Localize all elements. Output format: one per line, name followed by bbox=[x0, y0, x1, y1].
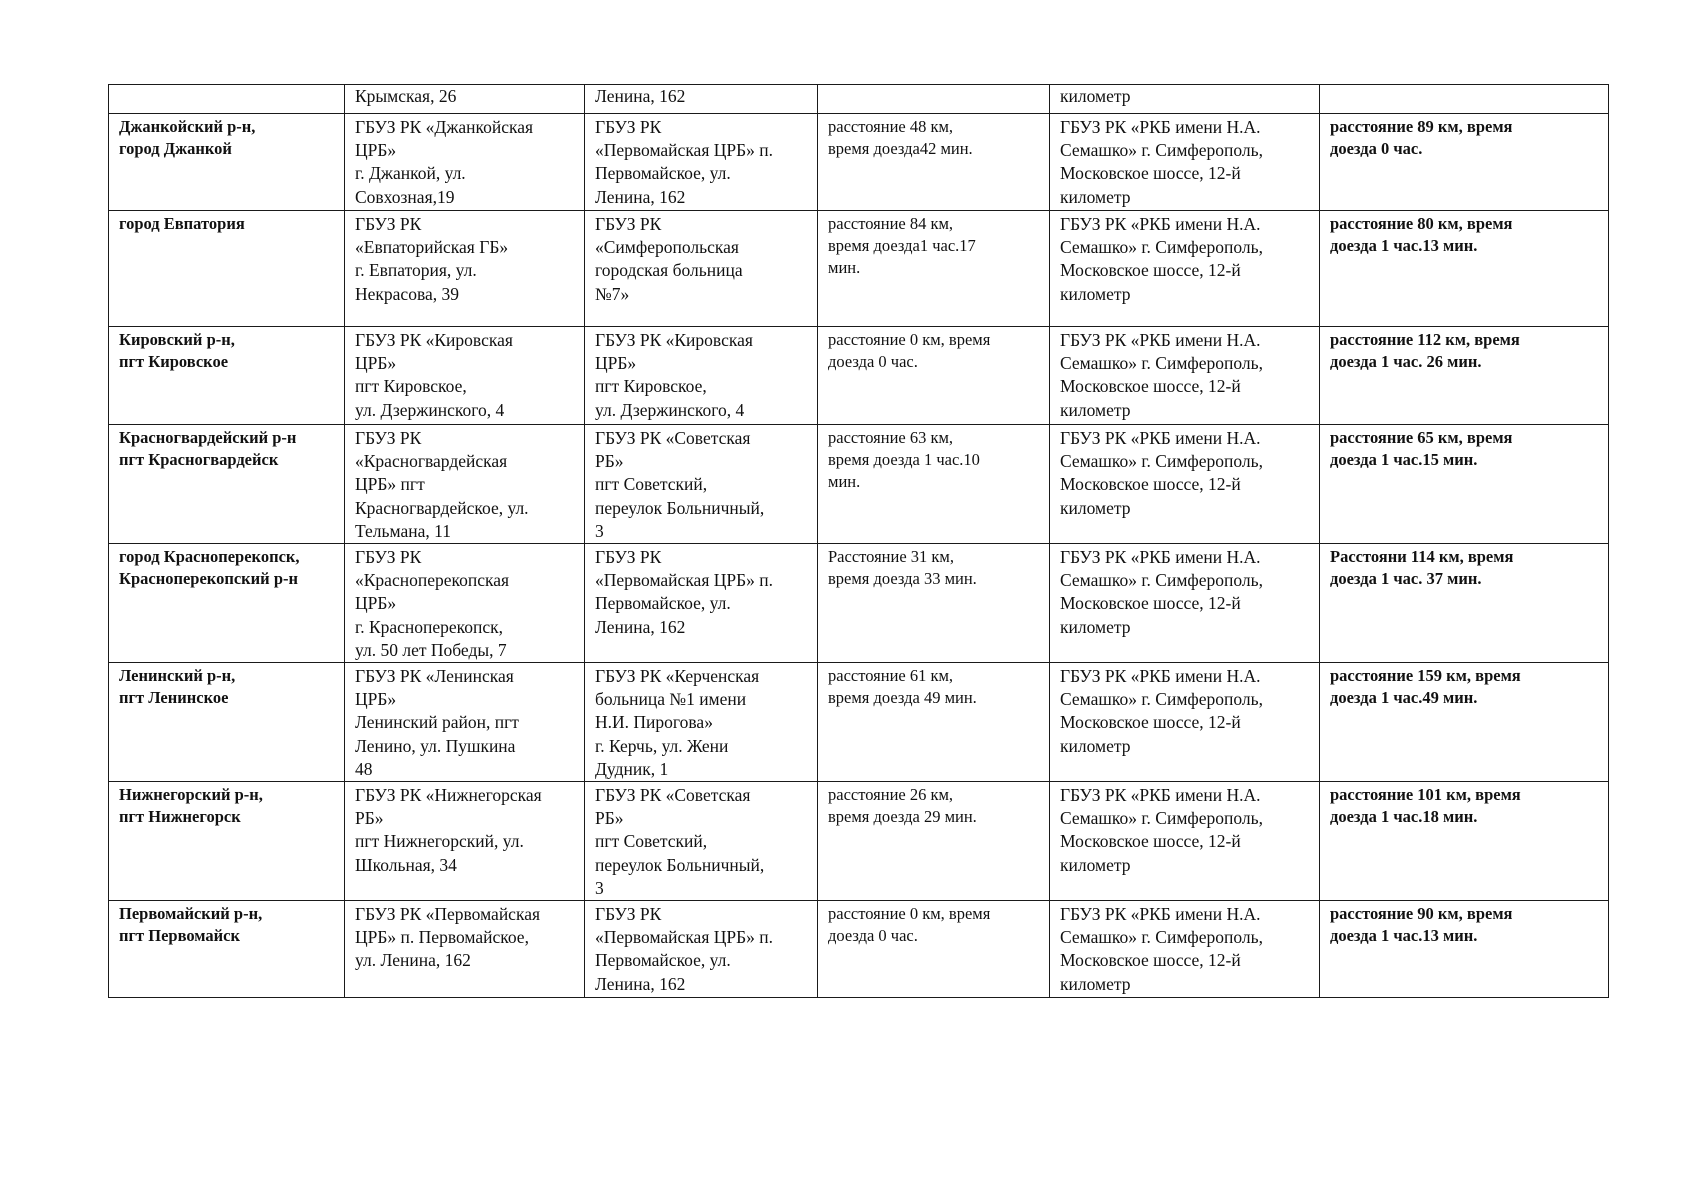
table-row bbox=[109, 211, 1609, 327]
republic-hospital-cell: ГБУЗ РК «РКБ имени Н.А. Семашко» г. Симферополь, Московское шоссе, 12-й километр bbox=[1050, 211, 1320, 327]
inter-hospital-cell: ГБУЗ РК «Советская РБ» пгт Советский, переулок Больничный, 3 bbox=[585, 425, 818, 544]
crb-cell: ГБУЗ РК «Ленинская ЦРБ» Ленинский район, пгт Ленино, ул. Пушкина 48 bbox=[345, 663, 585, 782]
table-row bbox=[109, 327, 1609, 425]
crb-cell: ГБУЗ РК «Кировская ЦРБ» пгт Кировское, ул. Дзержинского, 4 bbox=[345, 327, 585, 425]
distance-republic-cell: Расстояни 114 км, время доезда 1 час. 37 мин. bbox=[1320, 544, 1609, 663]
table-row bbox=[109, 663, 1609, 782]
distance-republic-cell: расстояние 89 км, время доезда 0 час. bbox=[1320, 114, 1609, 211]
distance-inter-cell: расстояние 0 км, время доезда 0 час. bbox=[818, 327, 1050, 425]
inter-hospital-cell: ГБУЗ РК «Керченская больница №1 имени Н.И. Пирогова» г. Керчь, ул. Жени Дудник, 1 bbox=[585, 663, 818, 782]
inter-hospital-cell: ГБУЗ РК «Первомайская ЦРБ» п. Первомайское, ул. Ленина, 162 bbox=[585, 544, 818, 663]
republic-hospital-cell: километр bbox=[1050, 85, 1320, 114]
distance-republic-cell: расстояние 112 км, время доезда 1 час. 26 мин. bbox=[1320, 327, 1609, 425]
region-cell: город Евпатория bbox=[109, 211, 345, 327]
region-cell bbox=[109, 85, 345, 114]
republic-hospital-cell: ГБУЗ РК «РКБ имени Н.А. Семашко» г. Симферополь, Московское шоссе, 12-й километр bbox=[1050, 425, 1320, 544]
distance-inter-cell: Расстояние 31 км, время доезда 33 мин. bbox=[818, 544, 1050, 663]
routing-table bbox=[108, 84, 1609, 998]
distance-inter-cell bbox=[818, 85, 1050, 114]
distance-republic-cell bbox=[1320, 85, 1609, 114]
distance-republic-cell: расстояние 101 км, время доезда 1 час.18 мин. bbox=[1320, 782, 1609, 901]
region-cell: Кировский р-н, пгт Кировское bbox=[109, 327, 345, 425]
region-cell: город Красноперекопск, Красноперекопский р-н bbox=[109, 544, 345, 663]
distance-republic-cell: расстояние 159 км, время доезда 1 час.49 мин. bbox=[1320, 663, 1609, 782]
crb-cell: ГБУЗ РК «Первомайская ЦРБ» п. Первомайское, ул. Ленина, 162 bbox=[345, 901, 585, 998]
distance-republic-cell: расстояние 90 км, время доезда 1 час.13 мин. bbox=[1320, 901, 1609, 998]
table-row bbox=[109, 782, 1609, 901]
crb-cell: ГБУЗ РК «Красногвардейская ЦРБ» пгт Красногвардейское, ул. Тельмана, 11 bbox=[345, 425, 585, 544]
crb-cell: ГБУЗ РК «Нижнегорская РБ» пгт Нижнегорский, ул. Школьная, 34 bbox=[345, 782, 585, 901]
crb-cell: ГБУЗ РК «Джанкойская ЦРБ» г. Джанкой, ул. Совхозная,19 bbox=[345, 114, 585, 211]
table-row bbox=[109, 901, 1609, 998]
region-cell: Ленинский р-н, пгт Ленинское bbox=[109, 663, 345, 782]
crb-cell: ГБУЗ РК «Красноперекопская ЦРБ» г. Красноперекопск, ул. 50 лет Победы, 7 bbox=[345, 544, 585, 663]
inter-hospital-cell: ГБУЗ РК «Первомайская ЦРБ» п. Первомайское, ул. Ленина, 162 bbox=[585, 114, 818, 211]
region-cell: Красногвардейский р-н пгт Красногвардейск bbox=[109, 425, 345, 544]
inter-hospital-cell: ГБУЗ РК «Симферопольская городская больница №7» bbox=[585, 211, 818, 327]
region-cell: Джанкойский р-н, город Джанкой bbox=[109, 114, 345, 211]
republic-hospital-cell: ГБУЗ РК «РКБ имени Н.А. Семашко» г. Симферополь, Московское шоссе, 12-й километр bbox=[1050, 782, 1320, 901]
inter-hospital-cell: Ленина, 162 bbox=[585, 85, 818, 114]
distance-republic-cell: расстояние 80 км, время доезда 1 час.13 мин. bbox=[1320, 211, 1609, 327]
region-cell: Первомайский р-н, пгт Первомайск bbox=[109, 901, 345, 998]
inter-hospital-cell: ГБУЗ РК «Первомайская ЦРБ» п. Первомайское, ул. Ленина, 162 bbox=[585, 901, 818, 998]
republic-hospital-cell: ГБУЗ РК «РКБ имени Н.А. Семашко» г. Симферополь, Московское шоссе, 12-й километр bbox=[1050, 663, 1320, 782]
crb-cell: ГБУЗ РК «Евпаторийская ГБ» г. Евпатория, ул. Некрасова, 39 bbox=[345, 211, 585, 327]
table-row bbox=[109, 544, 1609, 663]
table-row bbox=[109, 85, 1609, 114]
republic-hospital-cell: ГБУЗ РК «РКБ имени Н.А. Семашко» г. Симферополь, Московское шоссе, 12-й километр bbox=[1050, 544, 1320, 663]
distance-inter-cell: расстояние 63 км, время доезда 1 час.10 мин. bbox=[818, 425, 1050, 544]
region-cell: Нижнегорский р-н, пгт Нижнегорск bbox=[109, 782, 345, 901]
distance-inter-cell: расстояние 26 км, время доезда 29 мин. bbox=[818, 782, 1050, 901]
distance-inter-cell: расстояние 61 км, время доезда 49 мин. bbox=[818, 663, 1050, 782]
distance-inter-cell: расстояние 84 км, время доезда1 час.17 мин. bbox=[818, 211, 1050, 327]
republic-hospital-cell: ГБУЗ РК «РКБ имени Н.А. Семашко» г. Симферополь, Московское шоссе, 12-й километр bbox=[1050, 327, 1320, 425]
republic-hospital-cell: ГБУЗ РК «РКБ имени Н.А. Семашко» г. Симферополь, Московское шоссе, 12-й километр bbox=[1050, 901, 1320, 998]
republic-hospital-cell: ГБУЗ РК «РКБ имени Н.А. Семашко» г. Симферополь, Московское шоссе, 12-й километр bbox=[1050, 114, 1320, 211]
distance-inter-cell: расстояние 0 км, время доезда 0 час. bbox=[818, 901, 1050, 998]
inter-hospital-cell: ГБУЗ РК «Советская РБ» пгт Советский, переулок Больничный, 3 bbox=[585, 782, 818, 901]
distance-inter-cell: расстояние 48 км, время доезда42 мин. bbox=[818, 114, 1050, 211]
crb-cell: Крымская, 26 bbox=[345, 85, 585, 114]
table-row bbox=[109, 425, 1609, 544]
distance-republic-cell: расстояние 65 км, время доезда 1 час.15 мин. bbox=[1320, 425, 1609, 544]
inter-hospital-cell: ГБУЗ РК «Кировская ЦРБ» пгт Кировское, ул. Дзержинского, 4 bbox=[585, 327, 818, 425]
table-row bbox=[109, 114, 1609, 211]
